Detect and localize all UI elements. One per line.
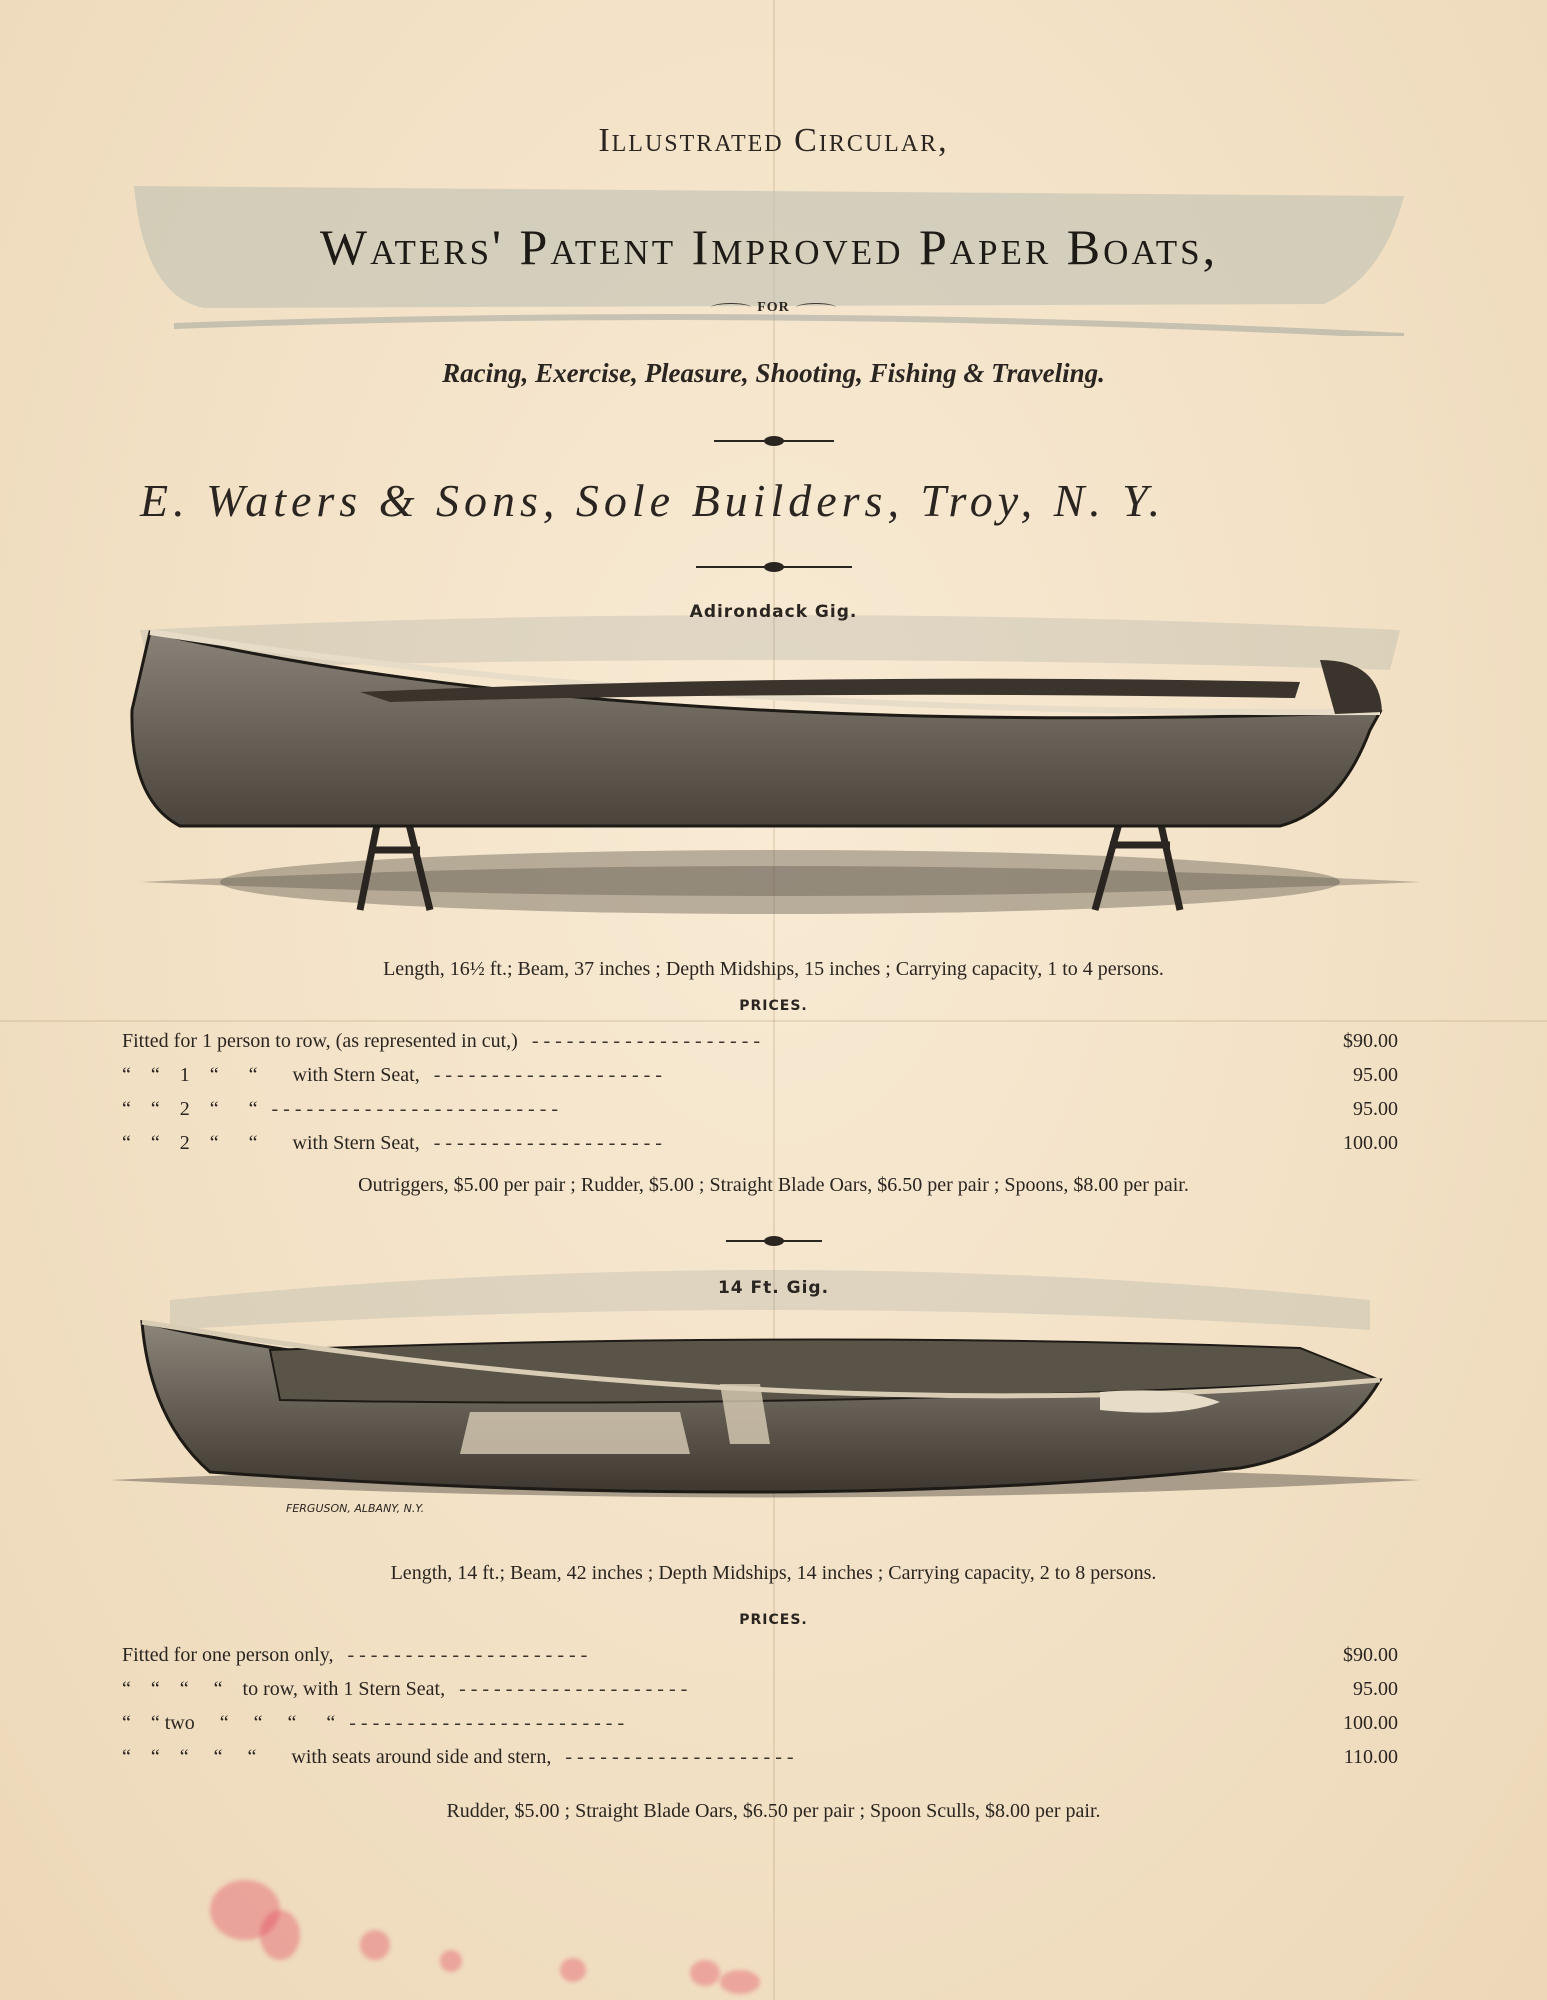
ink-stain [440,1950,462,1972]
ink-stain [690,1960,720,1986]
for-label: FOR [0,300,1547,316]
boat2-name: 14 Ft. Gig. [717,1278,830,1298]
ink-stain [560,1958,586,1982]
price-row: “ “ “ “ “ with seats around side and stern, - - - - - - - - - - - - - - - - - - - - 110.00 [122,1746,1398,1768]
boat1-name: Adirondack Gig. [689,602,858,622]
ornament-divider [696,566,852,568]
builders-line: E. Waters & Sons, Sole Builders, Troy, N. Y. [140,475,1166,526]
fourteen-ft-gig-illustration [100,1300,1450,1550]
ornament-divider [726,1240,822,1242]
boat2-specs: Length, 14 ft.; Beam, 42 inches ; Depth Midships, 14 inches ; Carrying capacity, 2 to 8 persons. [390,1562,1157,1584]
boat1-prices-heading: PRICES. [739,998,808,1014]
ink-stain [260,1910,300,1960]
price-row: Fitted for 1 person to row, (as represented in cut,) - - - - - - - - - - - - - - - - - - - - $90.00 [122,1030,1398,1052]
uses-subtitle: Racing, Exercise, Pleasure, Shooting, Fishing & Traveling. [442,358,1105,388]
engraver-credit: FERGUSON, ALBANY, N.Y. [286,1502,425,1515]
ink-stain [360,1930,390,1960]
circular-heading: Illustrated Circular, [598,122,949,159]
boat1-specs: Length, 16½ ft.; Beam, 37 inches ; Depth Midships, 15 inches ; Carrying capacity, 1 to 4 persons. [383,958,1164,980]
price-row: Fitted for one person only, - - - - - - - - - - - - - - - - - - - - - $90.00 [122,1644,1398,1666]
price-row: “ “ 2 “ “ with Stern Seat, - - - - - - - - - - - - - - - - - - - - 100.00 [122,1132,1398,1154]
boat2-extras: Rudder, $5.00 ; Straight Blade Oars, $6.50 per pair ; Spoon Sculls, $8.00 per pair. [446,1800,1101,1822]
title-banner [134,186,1404,314]
price-row: “ “ 1 “ “ with Stern Seat, - - - - - - - - - - - - - - - - - - - - 95.00 [122,1064,1398,1086]
price-row: “ “ two “ “ “ “ - - - - - - - - - - - - - - - - - - - - - - - - 100.00 [122,1712,1398,1734]
ink-stain [720,1970,760,1994]
main-title: Waters' Patent Improved Paper Boats, [319,219,1219,275]
boat1-extras: Outriggers, $5.00 per pair ; Rudder, $5.00 ; Straight Blade Oars, $6.50 per pair ; Spoons, $8.00 per pair. [358,1174,1189,1196]
boat2-prices-heading: PRICES. [739,1612,808,1628]
adirondack-gig-illustration [120,620,1440,920]
price-row: “ “ 2 “ “ - - - - - - - - - - - - - - - - - - - - - - - - - 95.00 [122,1098,1398,1120]
price-row: “ “ “ “ to row, with 1 Stern Seat, - - - - - - - - - - - - - - - - - - - - 95.00 [122,1678,1398,1700]
ornament-divider [714,440,834,442]
